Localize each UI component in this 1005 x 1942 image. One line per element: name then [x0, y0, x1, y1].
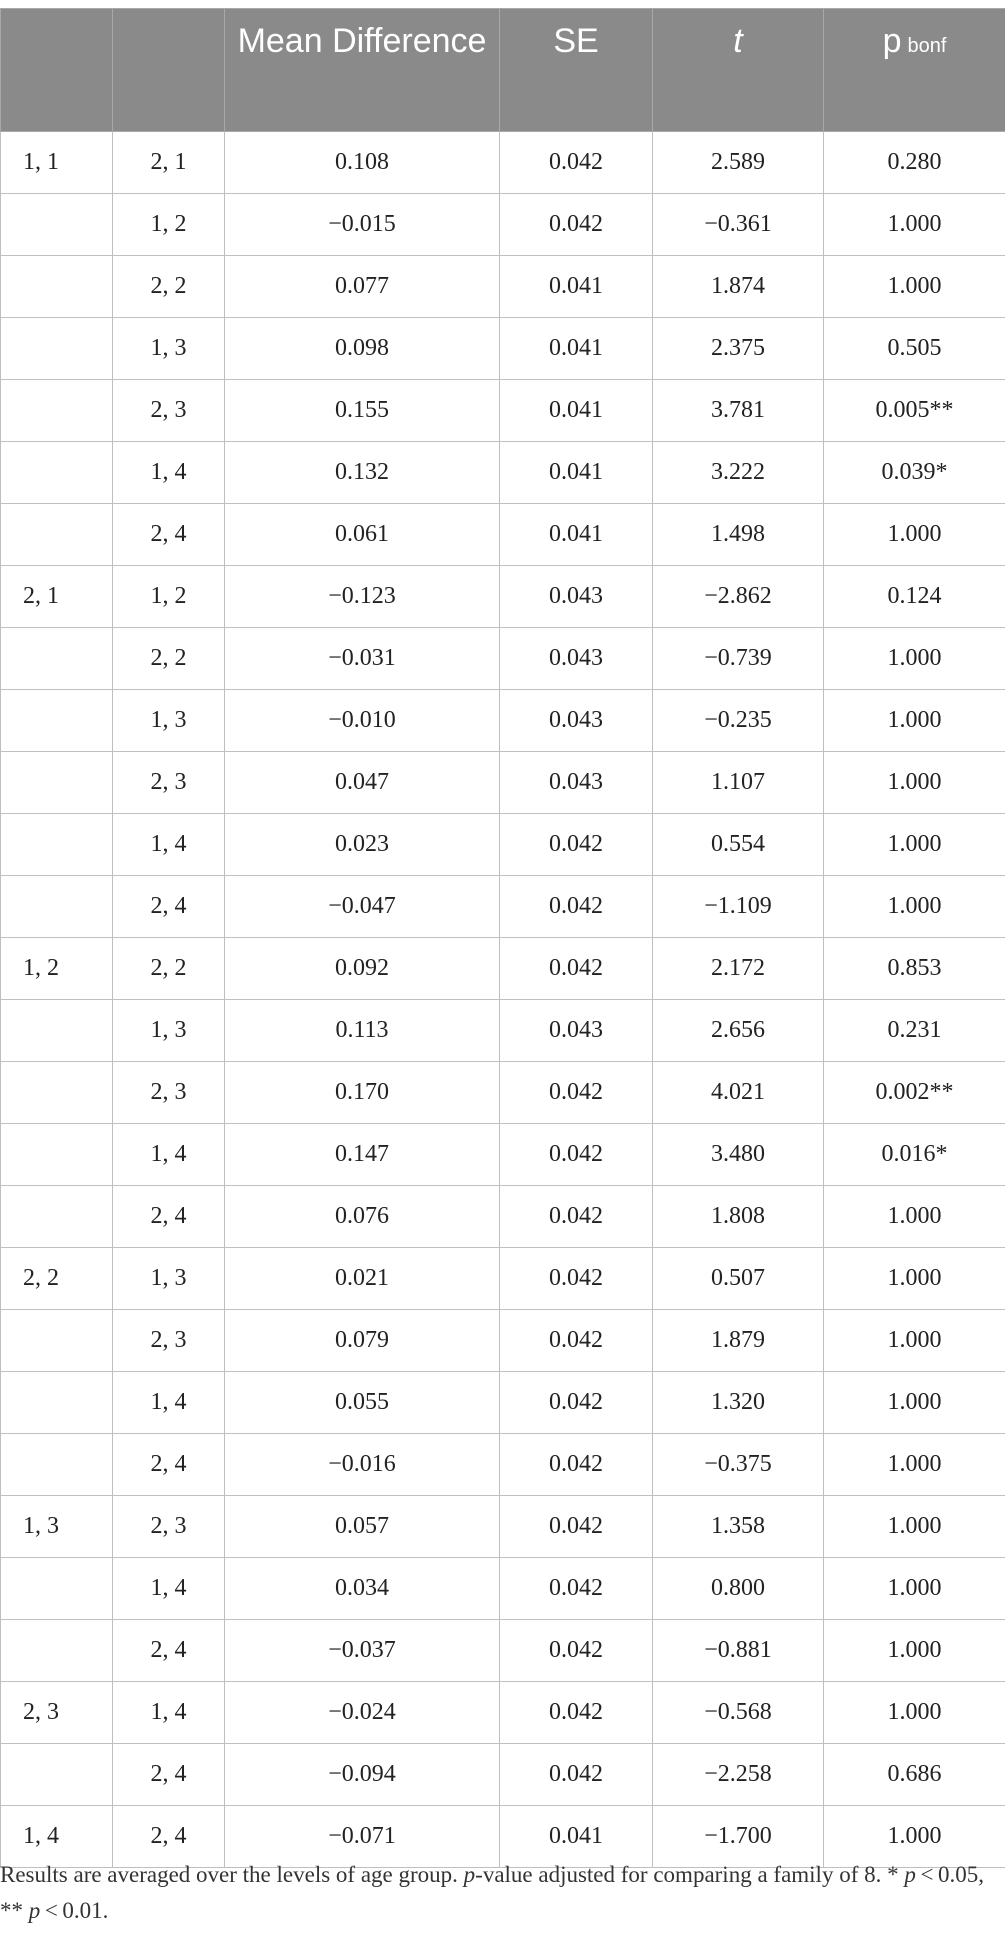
header-p-label: p — [882, 22, 902, 60]
se-cell: 0.041 — [500, 318, 653, 380]
p-bonf-cell: 0.005** — [824, 380, 1005, 442]
group-2-cell: 2, 2 — [113, 256, 225, 318]
group-2-cell: 1, 3 — [113, 318, 225, 380]
group-2-cell: 2, 3 — [113, 1496, 225, 1558]
group-1-cell — [1, 256, 113, 318]
group-2-cell: 1, 3 — [113, 1248, 225, 1310]
se-cell: 0.043 — [500, 1000, 653, 1062]
se-cell: 0.043 — [500, 690, 653, 752]
group-1-cell — [1, 1620, 113, 1682]
table-row — [1, 318, 1005, 380]
mean-difference-cell: −0.094 — [225, 1744, 500, 1806]
table-row — [1, 1682, 1005, 1744]
footnote-text-4: < 0.01. — [40, 1898, 109, 1923]
se-cell: 0.042 — [500, 132, 653, 194]
t-cell: −0.568 — [653, 1682, 824, 1744]
table-row — [1, 1186, 1005, 1248]
group-1-cell — [1, 1186, 113, 1248]
t-cell: 1.358 — [653, 1496, 824, 1558]
t-cell: −0.361 — [653, 194, 824, 256]
footnote-p-3: p — [28, 1898, 41, 1923]
group-2-cell: 1, 4 — [113, 1372, 225, 1434]
group-2-cell: 2, 3 — [113, 752, 225, 814]
p-bonf-cell: 1.000 — [824, 1496, 1005, 1558]
group-2-cell: 1, 4 — [113, 1682, 225, 1744]
table-row — [1, 938, 1005, 1000]
t-cell: 1.879 — [653, 1310, 824, 1372]
group-1-cell: 1, 4 — [1, 1806, 113, 1868]
footnote-p-1: p — [463, 1862, 476, 1887]
group-1-cell: 2, 1 — [1, 566, 113, 628]
group-2-cell: 1, 3 — [113, 690, 225, 752]
t-cell: −2.258 — [653, 1744, 824, 1806]
group-2-cell: 2, 4 — [113, 876, 225, 938]
mean-difference-cell: 0.021 — [225, 1248, 500, 1310]
mean-difference-cell: 0.155 — [225, 380, 500, 442]
se-cell: 0.042 — [500, 814, 653, 876]
se-cell: 0.041 — [500, 1806, 653, 1868]
table-footnote — [0, 1857, 1005, 1929]
table-row — [1, 380, 1005, 442]
se-cell: 0.043 — [500, 566, 653, 628]
t-cell: 0.800 — [653, 1558, 824, 1620]
t-cell: 2.656 — [653, 1000, 824, 1062]
table-row — [1, 1248, 1005, 1310]
p-bonf-cell: 0.002** — [824, 1062, 1005, 1124]
group-1-cell — [1, 194, 113, 256]
se-cell: 0.043 — [500, 628, 653, 690]
se-cell: 0.042 — [500, 1248, 653, 1310]
group-1-cell — [1, 1434, 113, 1496]
footnote-text-1: Results are averaged over the levels of age group. — [0, 1862, 464, 1887]
se-cell: 0.042 — [500, 1496, 653, 1558]
t-cell: 1.320 — [653, 1372, 824, 1434]
t-cell: 1.107 — [653, 752, 824, 814]
p-bonf-cell: 1.000 — [824, 814, 1005, 876]
group-1-cell — [1, 876, 113, 938]
mean-difference-cell: −0.071 — [225, 1806, 500, 1868]
table-row — [1, 1372, 1005, 1434]
group-1-cell — [1, 1000, 113, 1062]
group-1-cell — [1, 628, 113, 690]
table-row — [1, 1124, 1005, 1186]
p-bonf-cell: 0.016* — [824, 1124, 1005, 1186]
mean-difference-cell: 0.076 — [225, 1186, 500, 1248]
t-cell: −0.881 — [653, 1620, 824, 1682]
group-1-cell — [1, 1062, 113, 1124]
group-1-cell: 2, 2 — [1, 1248, 113, 1310]
table-row — [1, 1000, 1005, 1062]
p-bonf-cell: 0.853 — [824, 938, 1005, 1000]
t-cell: −1.109 — [653, 876, 824, 938]
mean-difference-cell: −0.047 — [225, 876, 500, 938]
table-row — [1, 876, 1005, 938]
t-cell: 2.172 — [653, 938, 824, 1000]
table-row — [1, 566, 1005, 628]
mean-difference-cell: −0.024 — [225, 1682, 500, 1744]
group-1-cell — [1, 814, 113, 876]
p-bonf-cell: 1.000 — [824, 628, 1005, 690]
group-1-cell — [1, 380, 113, 442]
mean-difference-cell: −0.037 — [225, 1620, 500, 1682]
p-bonf-cell: 0.231 — [824, 1000, 1005, 1062]
group-1-cell — [1, 1744, 113, 1806]
mean-difference-cell: −0.031 — [225, 628, 500, 690]
group-1-cell: 1, 3 — [1, 1496, 113, 1558]
p-bonf-cell: 1.000 — [824, 1248, 1005, 1310]
table-header-row — [1, 9, 1005, 132]
group-1-cell — [1, 1558, 113, 1620]
group-2-cell: 1, 4 — [113, 1124, 225, 1186]
mean-difference-cell: 0.047 — [225, 752, 500, 814]
se-cell: 0.042 — [500, 1062, 653, 1124]
mean-difference-cell: 0.034 — [225, 1558, 500, 1620]
table-row — [1, 752, 1005, 814]
table-row — [1, 814, 1005, 876]
footnote-text-2: -value adjusted for comparing a family of 8. * — [475, 1862, 905, 1887]
group-2-cell: 1, 4 — [113, 1558, 225, 1620]
group-1-cell: 1, 1 — [1, 132, 113, 194]
t-cell: −0.739 — [653, 628, 824, 690]
se-cell: 0.042 — [500, 1434, 653, 1496]
header-group-1 — [1, 9, 113, 132]
p-bonf-cell: 1.000 — [824, 504, 1005, 566]
mean-difference-cell: 0.079 — [225, 1310, 500, 1372]
group-1-cell — [1, 442, 113, 504]
p-bonf-cell: 1.000 — [824, 1186, 1005, 1248]
se-cell: 0.042 — [500, 1124, 653, 1186]
mean-difference-cell: −0.123 — [225, 566, 500, 628]
t-cell: −0.235 — [653, 690, 824, 752]
header-p-subscript: bonf — [907, 35, 947, 57]
t-cell: 1.498 — [653, 504, 824, 566]
table-row — [1, 1062, 1005, 1124]
p-bonf-cell: 1.000 — [824, 1806, 1005, 1868]
t-cell: 0.554 — [653, 814, 824, 876]
mean-difference-cell: 0.077 — [225, 256, 500, 318]
group-2-cell: 2, 4 — [113, 1434, 225, 1496]
t-cell: 4.021 — [653, 1062, 824, 1124]
se-cell: 0.041 — [500, 504, 653, 566]
se-cell: 0.041 — [500, 256, 653, 318]
header-group-2 — [113, 9, 225, 132]
table-row — [1, 504, 1005, 566]
se-cell: 0.042 — [500, 194, 653, 256]
se-cell: 0.041 — [500, 442, 653, 504]
p-bonf-cell: 1.000 — [824, 1620, 1005, 1682]
se-cell: 0.043 — [500, 752, 653, 814]
table-row — [1, 1434, 1005, 1496]
t-cell: 1.808 — [653, 1186, 824, 1248]
group-2-cell: 2, 4 — [113, 1620, 225, 1682]
group-1-cell — [1, 504, 113, 566]
se-cell: 0.042 — [500, 1186, 653, 1248]
mean-difference-cell: 0.170 — [225, 1062, 500, 1124]
p-bonf-cell: 1.000 — [824, 1682, 1005, 1744]
mean-difference-cell: 0.061 — [225, 504, 500, 566]
table-row — [1, 132, 1005, 194]
group-2-cell: 1, 2 — [113, 194, 225, 256]
group-2-cell: 2, 1 — [113, 132, 225, 194]
mean-difference-cell: −0.015 — [225, 194, 500, 256]
table-row — [1, 256, 1005, 318]
t-cell: 3.781 — [653, 380, 824, 442]
mean-difference-cell: −0.016 — [225, 1434, 500, 1496]
mean-difference-cell: 0.108 — [225, 132, 500, 194]
header-se: SE — [500, 9, 653, 132]
footnote-p-2: p — [904, 1862, 916, 1887]
table-row — [1, 1558, 1005, 1620]
p-bonf-cell: 1.000 — [824, 1310, 1005, 1372]
se-cell: 0.042 — [500, 938, 653, 1000]
p-bonf-cell: 0.280 — [824, 132, 1005, 194]
t-cell: 1.874 — [653, 256, 824, 318]
group-2-cell: 2, 4 — [113, 1186, 225, 1248]
group-2-cell: 2, 2 — [113, 938, 225, 1000]
footnote-text-3: < 0.05, ** — [0, 1862, 985, 1923]
t-cell: 3.222 — [653, 442, 824, 504]
group-2-cell: 2, 4 — [113, 1806, 225, 1868]
table-row — [1, 1744, 1005, 1806]
se-cell: 0.042 — [500, 876, 653, 938]
group-2-cell: 2, 4 — [113, 504, 225, 566]
t-cell: −1.700 — [653, 1806, 824, 1868]
table-row — [1, 194, 1005, 256]
se-cell: 0.041 — [500, 380, 653, 442]
se-cell: 0.042 — [500, 1620, 653, 1682]
t-cell: 2.589 — [653, 132, 824, 194]
group-2-cell: 1, 3 — [113, 1000, 225, 1062]
p-bonf-cell: 1.000 — [824, 1372, 1005, 1434]
table-row — [1, 628, 1005, 690]
table-row — [1, 1310, 1005, 1372]
p-bonf-cell: 0.039* — [824, 442, 1005, 504]
mean-difference-cell: 0.147 — [225, 1124, 500, 1186]
p-bonf-cell: 1.000 — [824, 194, 1005, 256]
group-1-cell: 2, 3 — [1, 1682, 113, 1744]
mean-difference-cell: 0.023 — [225, 814, 500, 876]
group-1-cell — [1, 690, 113, 752]
group-2-cell: 2, 3 — [113, 1310, 225, 1372]
group-2-cell: 1, 2 — [113, 566, 225, 628]
header-t: t — [653, 9, 824, 132]
table-row — [1, 442, 1005, 504]
se-cell: 0.042 — [500, 1372, 653, 1434]
mean-difference-cell: 0.098 — [225, 318, 500, 380]
mean-difference-cell: 0.132 — [225, 442, 500, 504]
group-2-cell: 2, 2 — [113, 628, 225, 690]
group-2-cell: 2, 3 — [113, 1062, 225, 1124]
p-bonf-cell: 1.000 — [824, 752, 1005, 814]
p-bonf-cell: 1.000 — [824, 1558, 1005, 1620]
se-cell: 0.042 — [500, 1558, 653, 1620]
table-row — [1, 690, 1005, 752]
mean-difference-cell: 0.113 — [225, 1000, 500, 1062]
se-cell: 0.042 — [500, 1682, 653, 1744]
table-row — [1, 1496, 1005, 1558]
group-2-cell: 2, 4 — [113, 1744, 225, 1806]
t-cell: −2.862 — [653, 566, 824, 628]
p-bonf-cell: 0.686 — [824, 1744, 1005, 1806]
mean-difference-cell: −0.010 — [225, 690, 500, 752]
se-cell: 0.042 — [500, 1744, 653, 1806]
group-1-cell — [1, 752, 113, 814]
t-cell: 2.375 — [653, 318, 824, 380]
group-1-cell — [1, 1310, 113, 1372]
posthoc-comparisons-table — [0, 8, 1005, 1868]
group-2-cell: 1, 4 — [113, 814, 225, 876]
group-1-cell — [1, 1372, 113, 1434]
p-bonf-cell: 0.505 — [824, 318, 1005, 380]
p-bonf-cell: 1.000 — [824, 690, 1005, 752]
t-cell: 3.480 — [653, 1124, 824, 1186]
group-2-cell: 1, 4 — [113, 442, 225, 504]
header-mean-difference: Mean Difference — [225, 9, 500, 132]
mean-difference-cell: 0.055 — [225, 1372, 500, 1434]
table-row — [1, 1620, 1005, 1682]
se-cell: 0.042 — [500, 1310, 653, 1372]
mean-difference-cell: 0.092 — [225, 938, 500, 1000]
group-1-cell — [1, 318, 113, 380]
p-bonf-cell: 1.000 — [824, 256, 1005, 318]
group-1-cell: 1, 2 — [1, 938, 113, 1000]
p-bonf-cell: 0.124 — [824, 566, 1005, 628]
t-cell: 0.507 — [653, 1248, 824, 1310]
group-1-cell — [1, 1124, 113, 1186]
header-p-bonf — [824, 9, 1005, 132]
p-bonf-cell: 1.000 — [824, 876, 1005, 938]
p-bonf-cell: 1.000 — [824, 1434, 1005, 1496]
t-cell: −0.375 — [653, 1434, 824, 1496]
group-2-cell: 2, 3 — [113, 380, 225, 442]
mean-difference-cell: 0.057 — [225, 1496, 500, 1558]
